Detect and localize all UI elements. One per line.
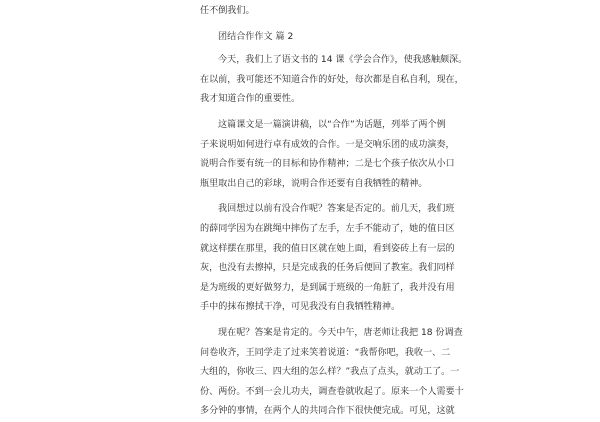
- section-title: 团结合作作文 篇 2: [218, 31, 294, 42]
- text-line: 瓶里取出自己的彩球，说明合作还要有自我牺牲的精神。: [200, 178, 428, 189]
- text-line: 灰，也没有去擦掉，只是完成我的任务后便回了教室。我们同样: [200, 263, 455, 274]
- text-line: 是为班级的更好做努力，是到属于班级的一角脏了，我并没有用: [200, 282, 455, 293]
- text-line: 在以前，我可能还不知道合作的好处，每次都是自私自利，现在，: [200, 74, 464, 85]
- text-line: 多分钟的事情，在两个人的共同合作下很快便完成。可见，这就: [200, 406, 455, 417]
- text-line: 子来说明如何进行卓有成效的合作。一是交响乐团的成功演奏，: [200, 139, 455, 150]
- text-line: 问卷收齐，王同学走了过来笑着说道：“我帮你吧，我收一、二: [200, 347, 451, 358]
- text-line: 份、两份。不到一会儿功夫，调查卷就收起了。原来一个人需要十: [200, 386, 464, 397]
- text-line: 我回想过以前有没合作呢？答案是否定的。前几天，我们班: [218, 204, 455, 215]
- document-body: [200, 2, 468, 422]
- text-line: 就这样摆在那里，我的值日区就在她上面，看到姿砖上有一层的: [200, 243, 455, 254]
- text-line: 手中的抹布擦拭干净，可见我没有自我牺牲精神。: [200, 302, 401, 313]
- text-line: 今天，我们上了语文书的 14 课《学会合作》，使我感触颇深。: [218, 55, 468, 66]
- text-line: 这篇课文是一篇演讲稿，以“合作”为话题，列举了两个例: [218, 119, 446, 130]
- text-line: 现在呢？答案是肯定的。今天中午，唐老师让我把 18 份调查: [218, 327, 463, 338]
- text-line: 我才知道合作的重要性。: [200, 94, 301, 105]
- text-line: 大组的，你收三、四大组的怎么样？”我点了点头，就动工了。一: [200, 367, 460, 378]
- text-line: 的薛同学因为在跳绳中摔伤了左手，左手不能动了，她的值日区: [200, 223, 455, 234]
- text-line: 说明合作要有统一的目标和协作精神；二是七个孩子依次从小口: [200, 159, 455, 170]
- text-line: 任不倒我们。: [200, 6, 255, 16]
